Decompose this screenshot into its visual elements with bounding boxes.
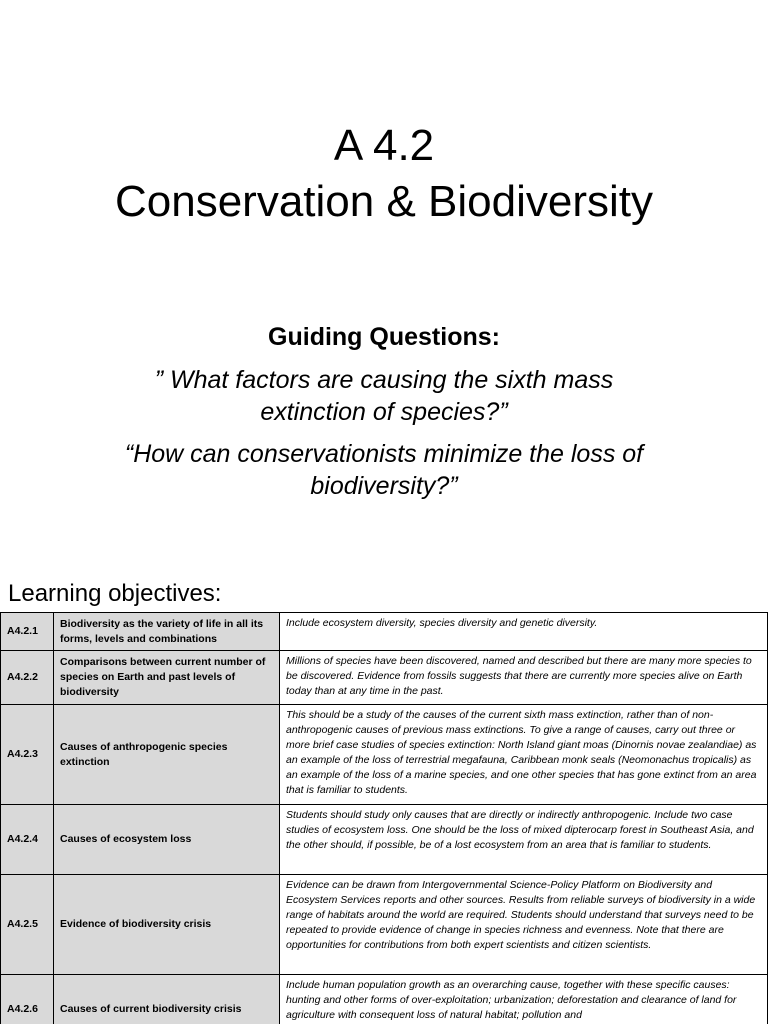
table-row xyxy=(1,613,768,651)
objective-guidance: Millions of species have been discovered, named and described but there are many more species to be discovered. Evidence from fossils suggests that there are currently more species alive on Earth today than at any time in the past. xyxy=(280,651,768,705)
guiding-questions-heading: Guiding Questions: xyxy=(268,323,500,351)
guiding-question-1: ” What factors are causing the sixth mass extinction of species?” xyxy=(154,366,614,426)
objective-topic: Causes of anthropogenic species extinction xyxy=(54,705,280,805)
objective-code: A4.2.1 xyxy=(1,613,54,651)
objective-topic: Causes of current biodiversity crisis xyxy=(54,975,280,1024)
table-row xyxy=(1,651,768,705)
objective-guidance: This should be a study of the causes of the current sixth mass extinction, rather than of non-anthropogenic causes of previous mass extinctions. To give a range of causes, carry out three or more brief case studies of species extinction: North Island giant moas (Dinornis novae zealandiae) as an example of the loss of terrestrial megafauna, Caribbean monk seals (Neomonachus tropicalis) as an example of the loss of a marine species, and one other species that has gone extinct from an area that is familiar to students. xyxy=(280,705,768,805)
objective-guidance: Evidence can be drawn from Intergovernmental Science-Policy Platform on Biodiversity and Ecosystem Services reports and other sources. Results from reliable surveys of biodiversity in a wide range of habitats around the world are required. Students should understand that surveys need to be repeated to provide evidence of change in species richness and evenness. Note that there are opportunities for contributions from both expert scientists and citizen scientists. xyxy=(280,875,768,975)
guiding-questions xyxy=(0,320,768,512)
objective-guidance: Include human population growth as an overarching cause, together with these specific causes: hunting and other forms of over-exploitation; urbanization; deforestation and clearance of land for agriculture with consequent loss of natural habitat; pollution and xyxy=(280,975,768,1024)
table-row xyxy=(1,975,768,1024)
learning-objectives-heading: Learning objectives: xyxy=(8,580,222,607)
title-code: A 4.2 xyxy=(333,121,435,170)
objective-code: A4.2.5 xyxy=(1,875,54,975)
objective-topic: Comparisons between current number of species on Earth and past levels of biodiversity xyxy=(54,651,280,705)
objective-guidance: Include ecosystem diversity, species diversity and genetic diversity. xyxy=(280,613,768,651)
learning-objectives-table xyxy=(0,612,768,1024)
objective-guidance: Students should study only causes that are directly or indirectly anthropogenic. Include two case studies of ecosystem loss. One should be the loss of mixed dipterocarp forest in Southeast Asia, and the other should, if possible, be of a lost ecosystem from an area that is familiar to students. xyxy=(280,805,768,875)
objective-topic: Causes of ecosystem loss xyxy=(54,805,280,875)
objective-topic: Evidence of biodiversity crisis xyxy=(54,875,280,975)
table-row xyxy=(1,705,768,805)
slide-title xyxy=(0,118,768,230)
guiding-question-2: “How can conservationists minimize the loss of biodiversity?” xyxy=(124,440,644,500)
table-row xyxy=(1,875,768,975)
objective-code: A4.2.3 xyxy=(1,705,54,805)
objective-code: A4.2.6 xyxy=(1,975,54,1024)
table-row xyxy=(1,805,768,875)
objective-topic: Biodiversity as the variety of life in all its forms, levels and combinations xyxy=(54,613,280,651)
title-name: Conservation & Biodiversity xyxy=(114,177,653,226)
objective-code: A4.2.2 xyxy=(1,651,54,705)
objective-code: A4.2.4 xyxy=(1,805,54,875)
